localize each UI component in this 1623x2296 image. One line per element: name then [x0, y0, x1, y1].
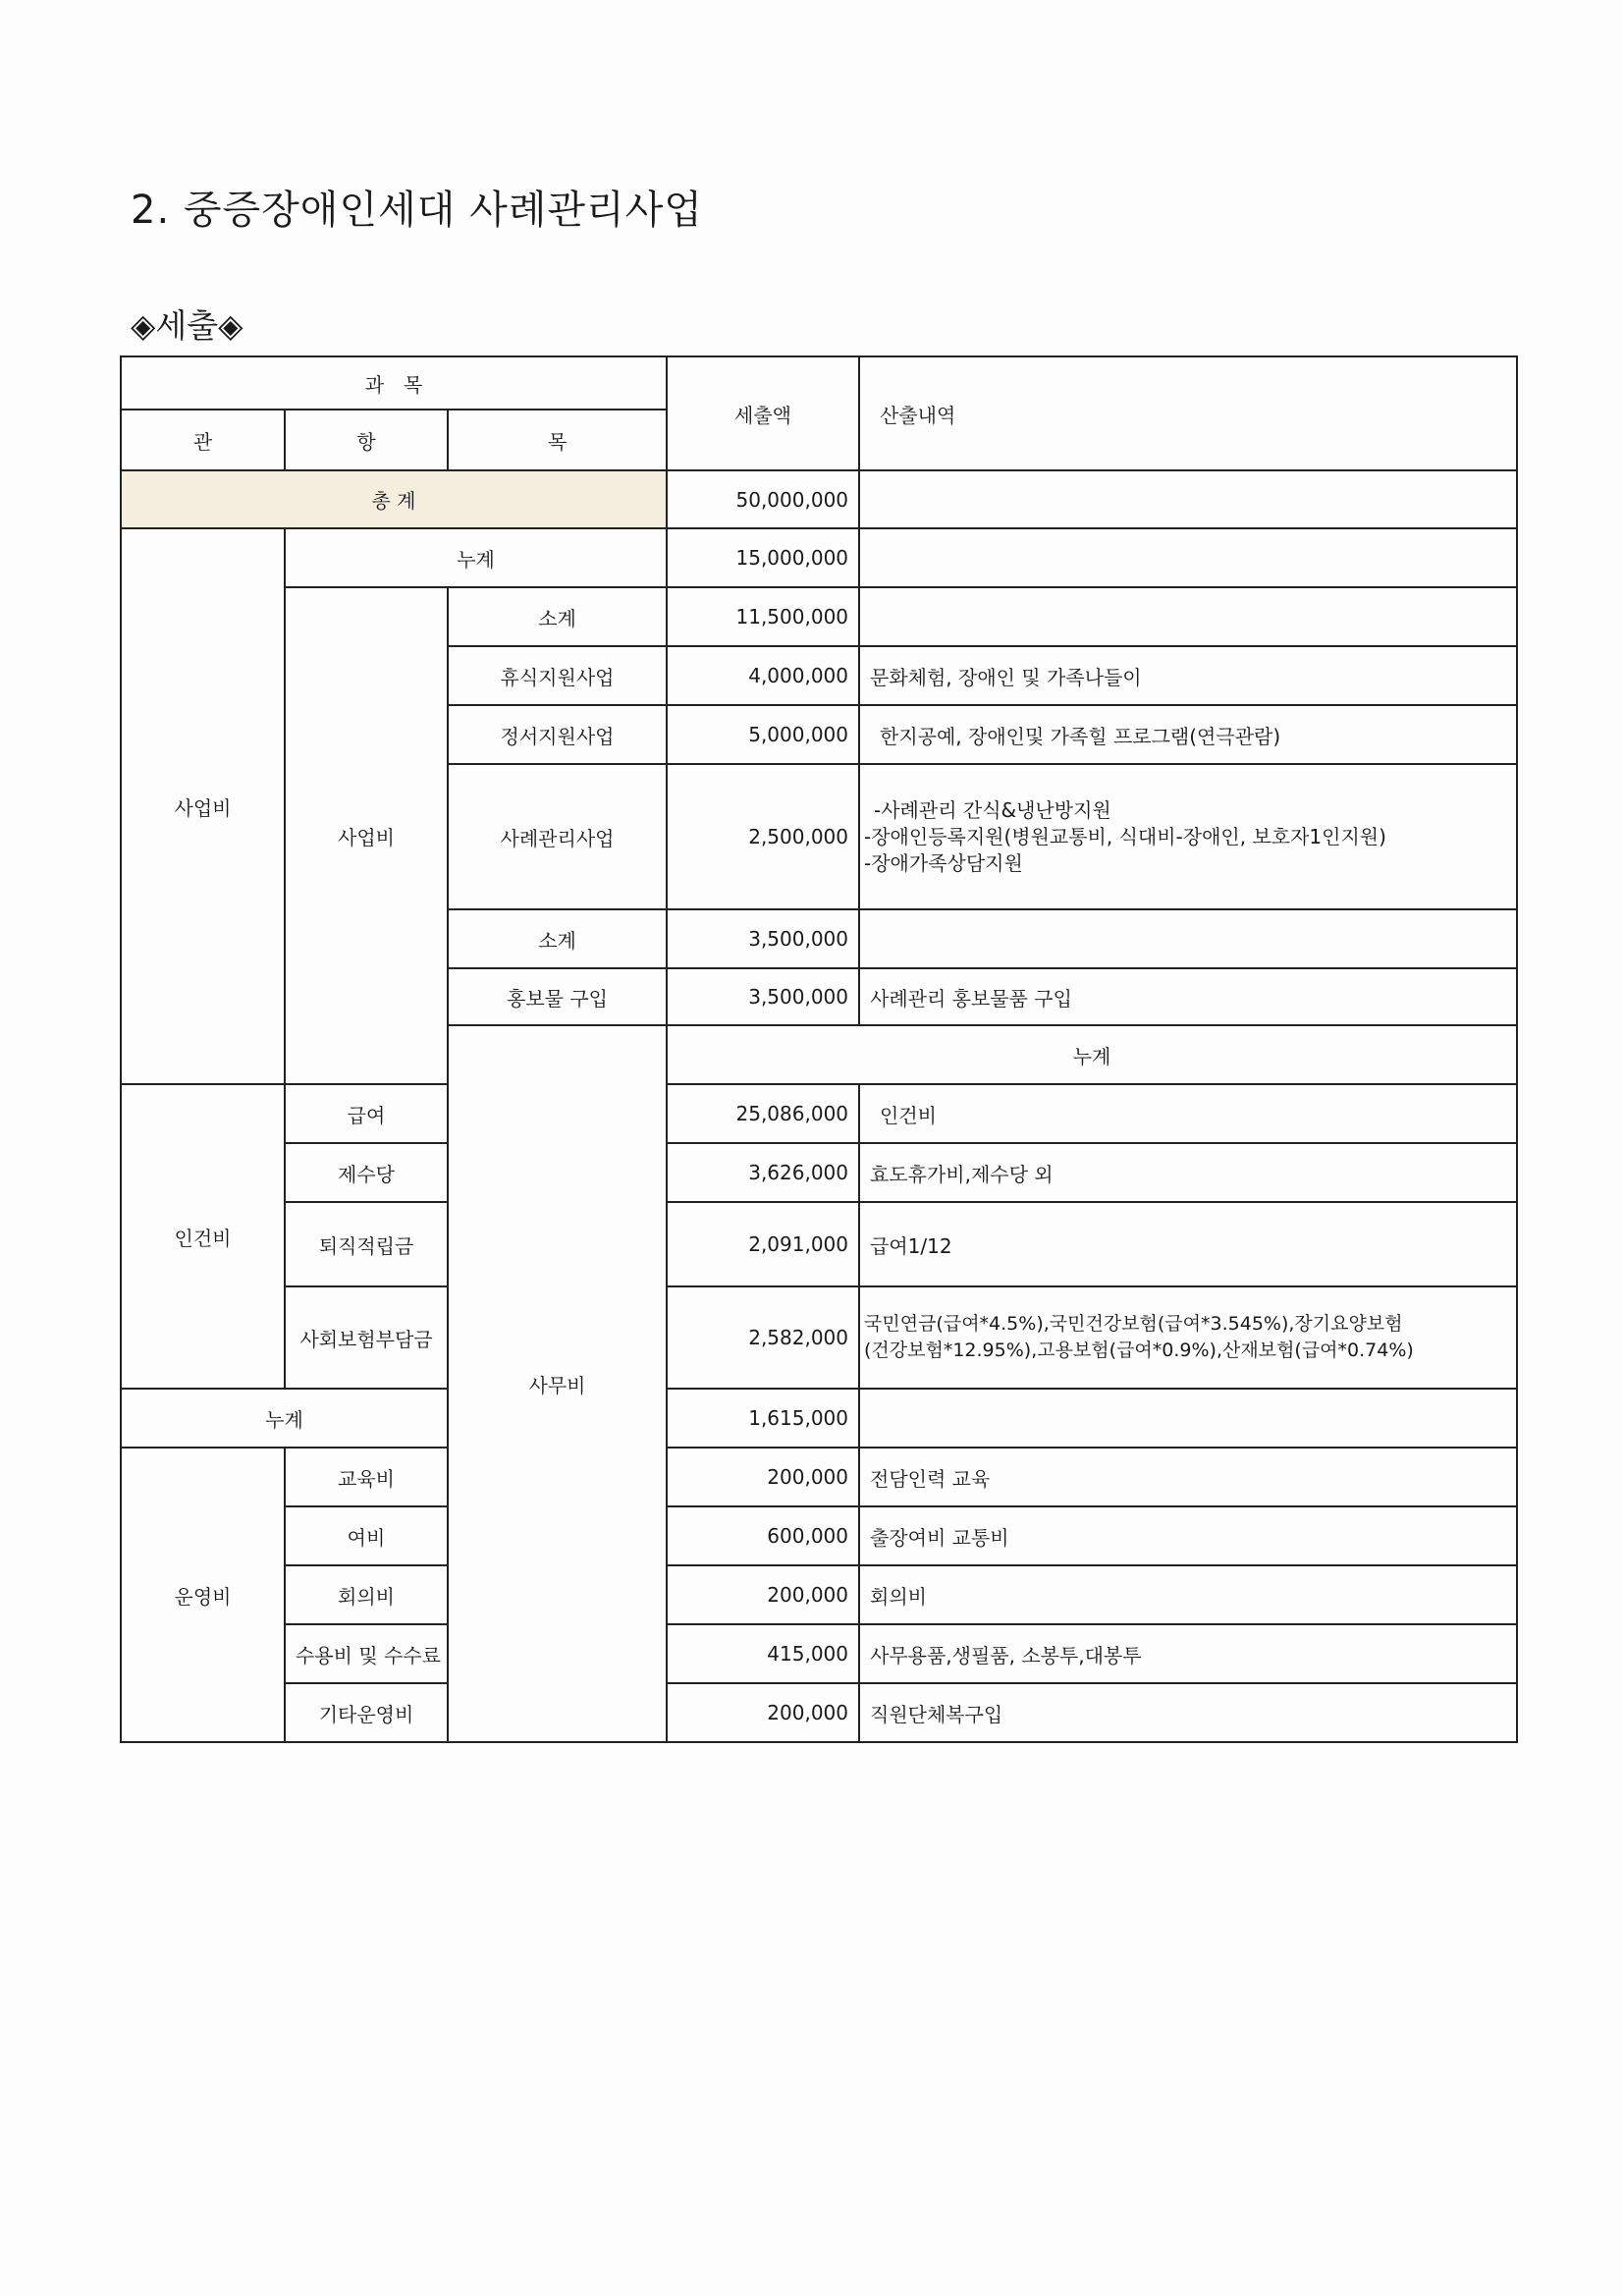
expenditure-table	[120, 355, 1518, 1743]
subtotal-label: 소계	[448, 587, 667, 646]
subtotal-amount: 11,500,000	[667, 587, 859, 646]
detail-line: (건강보험*12.95%),고용보험(급여*0.9%),산재보험(급여*0.74%)	[864, 1339, 1414, 1361]
total-detail	[859, 470, 1517, 528]
amount-cell: 2,500,000	[667, 764, 859, 909]
total-amount: 50,000,000	[667, 470, 859, 528]
subtotal-amount: 3,500,000	[667, 909, 859, 968]
subtotal-label: 소계	[448, 909, 667, 968]
mok-cell: 여비	[285, 1506, 448, 1565]
header-hang: 항	[285, 410, 448, 470]
cumulative-label: 누계	[667, 1025, 1517, 1084]
amount-cell: 600,000	[667, 1506, 859, 1565]
amount-cell: 5,000,000	[667, 705, 859, 764]
amount-cell: 4,000,000	[667, 646, 859, 705]
mok-cell: 교육비	[285, 1448, 448, 1506]
mok-cell: 정서지원사업	[448, 705, 667, 764]
header-detail: 산출내역	[859, 356, 1517, 470]
detail-cell: 인건비	[859, 1084, 1517, 1143]
mok-cell: 퇴직적립금	[285, 1202, 448, 1286]
amount-cell: 25,086,000	[667, 1084, 859, 1143]
amount-cell: 3,500,000	[667, 968, 859, 1025]
detail-line: -장애인등록지원(병원교통비, 식대비-장애인, 보호자1인지원)	[864, 824, 1386, 848]
hang-cell: 사업비	[285, 587, 448, 1084]
mok-cell: 홍보물 구입	[448, 968, 667, 1025]
hang-cell: 운영비	[121, 1448, 285, 1742]
detail-cell: 한지공예, 장애인및 가족힐 프로그램(연극관람)	[859, 705, 1517, 764]
detail-line: -장애가족상담지원	[864, 850, 1023, 875]
mok-cell: 회의비	[285, 1565, 448, 1624]
detail-cell: 회의비	[859, 1565, 1517, 1624]
detail-cell	[859, 764, 1517, 909]
amount-cell: 2,582,000	[667, 1286, 859, 1389]
hang-cell: 인건비	[121, 1084, 285, 1389]
detail-cell: 사무용품,생필품, 소봉투,대봉투	[859, 1624, 1517, 1683]
cumulative-label: 누계	[285, 528, 667, 587]
detail-cell: 직원단체복구입	[859, 1683, 1517, 1742]
amount-cell: 200,000	[667, 1448, 859, 1506]
mok-cell: 제수당	[285, 1143, 448, 1202]
mok-cell: 휴식지원사업	[448, 646, 667, 705]
detail-cell: 전담인력 교육	[859, 1448, 1517, 1506]
header-mok: 목	[448, 410, 667, 470]
page-title: 2. 중증장애인세대 사례관리사업	[131, 188, 703, 233]
detail-cell	[859, 587, 1517, 646]
mok-cell: 사례관리사업	[448, 764, 667, 909]
detail-cell: 출장여비 교통비	[859, 1506, 1517, 1565]
detail-line: 국민연금(급여*4.5%),국민건강보험(급여*3.545%),장기요양보험	[864, 1313, 1403, 1335]
header-gwan: 관	[121, 410, 285, 470]
detail-cell	[859, 909, 1517, 968]
detail-cell	[859, 1389, 1517, 1448]
cumulative-label: 누계	[121, 1389, 448, 1448]
mok-cell: 급여	[285, 1084, 448, 1143]
detail-cell: 사례관리 홍보물품 구입	[859, 968, 1517, 1025]
section-subtitle: ◈세출◈	[131, 306, 243, 345]
amount-cell: 200,000	[667, 1565, 859, 1624]
header-subject: 과 목	[121, 356, 667, 410]
detail-cell: 효도휴가비,제수당 외	[859, 1143, 1517, 1202]
detail-cell	[859, 528, 1517, 587]
detail-cell	[859, 1286, 1517, 1389]
detail-line: -사례관리 간식&냉난방지원	[874, 797, 1111, 822]
header-amount: 세출액	[667, 356, 859, 470]
amount-cell: 200,000	[667, 1683, 859, 1742]
mok-cell: 기타운영비	[285, 1683, 448, 1742]
total-label: 총 계	[121, 470, 667, 528]
detail-cell: 급여1/12	[859, 1202, 1517, 1286]
amount-cell: 3,626,000	[667, 1143, 859, 1202]
cumulative-amount: 1,615,000	[667, 1389, 859, 1448]
mok-cell: 수용비 및 수수료	[285, 1624, 448, 1683]
gwan-cell: 사업비	[121, 528, 285, 1084]
amount-cell: 415,000	[667, 1624, 859, 1683]
gwan-cell: 사무비	[448, 1025, 667, 1742]
mok-cell: 사회보험부담금	[285, 1286, 448, 1389]
cumulative-amount: 15,000,000	[667, 528, 859, 587]
detail-cell: 문화체험, 장애인 및 가족나들이	[859, 646, 1517, 705]
amount-cell: 2,091,000	[667, 1202, 859, 1286]
